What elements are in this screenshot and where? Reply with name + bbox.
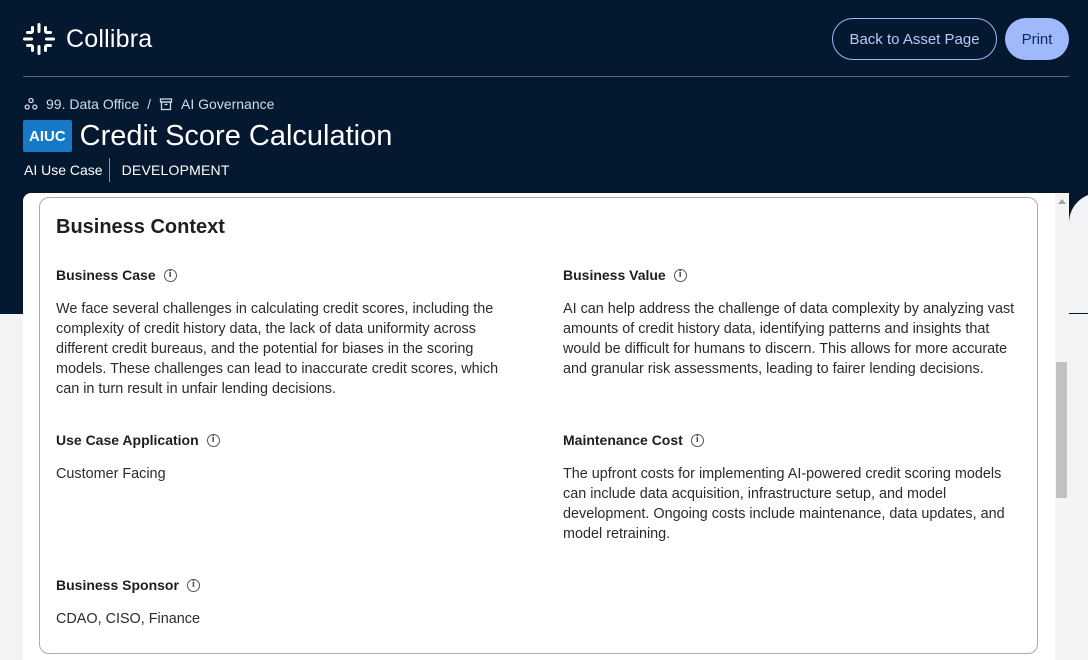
business-context-card	[39, 197, 1038, 654]
business-value-label-row	[563, 266, 1025, 284]
collibra-logo-icon	[23, 23, 55, 55]
info-icon[interactable]: i	[207, 434, 220, 447]
use-case-application-field	[56, 431, 518, 484]
business-case-field	[56, 266, 518, 399]
asset-meta	[24, 158, 230, 182]
scroll-up-arrow-icon[interactable]	[1058, 199, 1066, 204]
info-icon[interactable]: i	[691, 434, 704, 447]
use-case-application-label: Use Case Application	[56, 432, 199, 448]
page-title: Credit Score Calculation	[79, 119, 393, 152]
business-sponsor-label: Business Sponsor	[56, 577, 179, 593]
breadcrumb	[24, 95, 274, 113]
breadcrumb-separator: /	[147, 96, 152, 112]
business-sponsor-value: CDAO, CISO, Finance	[56, 611, 200, 627]
info-icon[interactable]: i	[187, 579, 200, 592]
use-case-application-label-row	[56, 431, 518, 449]
collibra-logo[interactable]	[23, 22, 152, 56]
back-to-asset-button[interactable]: Back to Asset Page	[832, 18, 997, 60]
business-sponsor-label-row	[56, 576, 518, 594]
business-sponsor-field	[56, 576, 518, 629]
asset-title-row	[23, 119, 392, 153]
breadcrumb-domain-label: AI Governance	[181, 96, 275, 112]
business-case-value: We face several challenges in calculating credit scores, including the complexity of credit history data, the lack of data uniformity across different credit bureaus, and the potential for biases in the scoring models. These challenges can lead to inaccurate credit scores, which can in turn result in unfair lending decisions.	[56, 301, 499, 397]
info-icon[interactable]: i	[164, 269, 177, 282]
maintenance-cost-label: Maintenance Cost	[563, 432, 683, 448]
status-badge: DEVELOPMENT	[121, 162, 230, 178]
business-case-label-row	[56, 266, 518, 284]
community-icon	[24, 97, 38, 111]
top-bar	[23, 0, 1069, 77]
business-value-field	[563, 266, 1025, 379]
maintenance-cost-label-row	[563, 431, 1025, 449]
business-case-label: Business Case	[56, 267, 156, 283]
breadcrumb-domain[interactable]	[159, 96, 274, 112]
header-corner-curve	[1069, 193, 1088, 313]
domain-icon	[159, 97, 173, 111]
breadcrumb-community[interactable]	[24, 96, 139, 112]
breadcrumb-community-label: 99. Data Office	[46, 96, 140, 112]
use-case-application-value: Customer Facing	[56, 466, 166, 482]
info-icon[interactable]: i	[674, 269, 687, 282]
section-title: Business Context	[56, 216, 225, 238]
business-value-label: Business Value	[563, 267, 666, 283]
app-name: Collibra	[66, 24, 153, 53]
asset-type-badge: AIUC	[23, 120, 72, 152]
maintenance-cost-value: The upfront costs for implementing AI-powered credit scoring models can include data acquisition, infrastructure setup, and model development. Ongoing costs include maintenance, data updates, and model retraining.	[563, 466, 1005, 542]
print-button[interactable]: Print	[1005, 18, 1069, 60]
asset-type: AI Use Case	[24, 158, 110, 182]
maintenance-cost-field	[563, 431, 1025, 544]
business-value-value: AI can help address the challenge of data complexity by analyzing vast amounts of credit history data, identifying patterns and insights that would be difficult for humans to discern. This allows for more accurate and granular risk assessments, leading to fairer lending decisions.	[563, 301, 1015, 377]
scrollbar-thumb[interactable]	[1056, 362, 1067, 498]
